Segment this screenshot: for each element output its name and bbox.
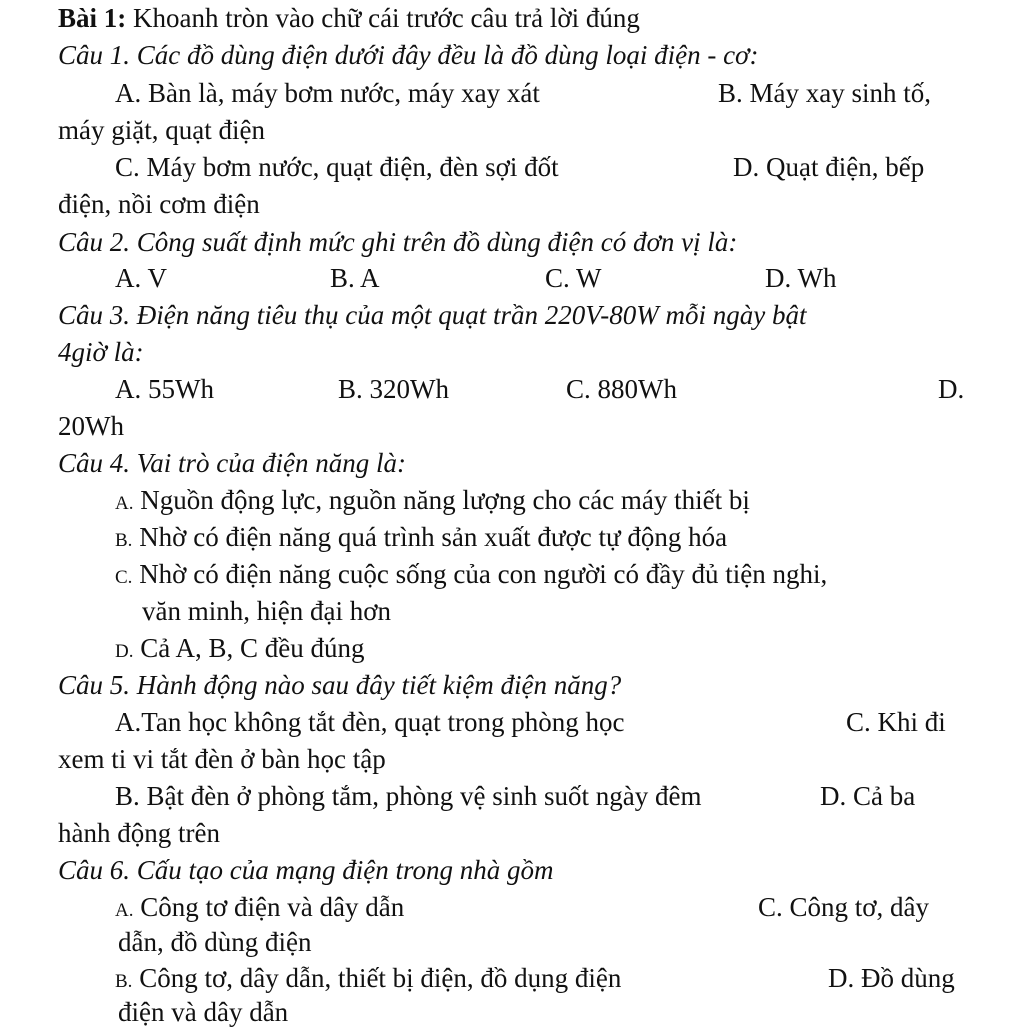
exercise-heading [58,1,640,35]
q6-option-b-letter: B. [115,971,133,992]
question-3-prompt: Câu 3. Điện năng tiêu thụ của một quạt trần 220V-80W mỗi ngày bật [58,300,807,330]
question-4-prompt: Câu 4. Vai trò của điện năng là: [58,448,406,478]
q4-option-d-letter: D. [115,641,134,662]
q5-option-a[interactable]: A.Tan học không tắt đèn, quạt trong phòng học [115,707,625,737]
q6-option-b-text: Công tơ, dây dẫn, thiết bị điện, đồ dụng điện [139,963,622,993]
q6-option-c-continued: dẫn, đồ dùng điện [118,927,312,957]
q2-option-c[interactable]: C. W [545,263,602,293]
q6-option-d-continued: điện và dây dẫn [118,997,289,1027]
q5-option-c-continued: xem ti vi tắt đèn ở bàn học tập [58,744,386,774]
question-2-prompt: Câu 2. Công suất định mức ghi trên đồ dùng điện có đơn vị là: [58,227,738,257]
q2-option-b[interactable]: B. A [330,263,380,293]
question-6-prompt: Câu 6. Cấu tạo của mạng điện trong nhà gồm [58,855,554,885]
q3-option-d[interactable]: D. [938,374,965,404]
q4-option-d-text: Cả A, B, C đều đúng [140,633,365,663]
question-5-prompt: Câu 5. Hành động nào sau đây tiết kiệm điện năng? [58,670,622,700]
q2-option-a[interactable]: A. V [115,263,168,293]
q6-option-a-letter: A. [115,900,134,921]
q4-option-c-continued: văn minh, hiện đại hơn [142,596,391,626]
q3-option-b[interactable]: B. 320Wh [338,374,449,404]
q4-option-c-text: Nhờ có điện năng cuộc sống của con người có đầy đủ tiện nghi, [139,559,828,589]
q4-option-b-letter: B. [115,530,133,551]
q6-option-d[interactable]: D. Đồ dùng [828,963,955,993]
q6-option-b[interactable] [115,961,621,999]
q6-option-a-text: Công tơ điện và dây dẫn [140,892,405,922]
q5-option-b[interactable]: B. Bật đèn ở phòng tắm, phòng vệ sinh suốt ngày đêm [115,781,702,811]
q3-option-c[interactable]: C. 880Wh [566,374,677,404]
q1-option-a[interactable]: A. Bàn là, máy bơm nước, máy xay xát [115,78,540,108]
q2-option-d[interactable]: D. Wh [765,263,837,293]
q5-option-d-continued: hành động trên [58,818,220,848]
q3-option-a[interactable]: A. 55Wh [115,374,214,404]
q4-option-a[interactable] [115,483,750,521]
q4-option-b-text: Nhờ có điện năng quá trình sản xuất được tự động hóa [139,522,728,552]
q4-option-d[interactable] [115,631,365,669]
q4-option-c-letter: C. [115,567,133,588]
q1-option-d[interactable]: D. Quạt điện, bếp [733,152,925,182]
q4-option-a-text: Nguồn động lực, nguồn năng lượng cho các máy thiết bị [140,485,750,515]
q5-option-d[interactable]: D. Cả ba [820,781,916,811]
q4-option-a-letter: A. [115,493,134,514]
q1-option-d-continued: điện, nồi cơm điện [58,189,260,219]
q4-option-c[interactable] [115,557,827,595]
exercise-label: Bài 1: [58,3,127,33]
q6-option-a[interactable] [115,890,404,928]
q1-option-c[interactable]: C. Máy bơm nước, quạt điện, đèn sợi đốt [115,152,559,182]
q1-option-b-continued: máy giặt, quạt điện [58,115,265,145]
q5-option-c[interactable]: C. Khi đi [846,707,946,737]
q3-option-d-continued: 20Wh [58,411,124,441]
q4-option-b[interactable] [115,520,727,558]
q6-option-c[interactable]: C. Công tơ, dây [758,892,930,922]
q1-option-b[interactable]: B. Máy xay sinh tố, [718,78,931,108]
exercise-instruction: Khoanh tròn vào chữ cái trước câu trả lời đúng [133,3,640,33]
question-1-prompt: Câu 1. Các đồ dùng điện dưới đây đều là đồ dùng loại điện - cơ: [58,40,759,70]
question-3-prompt-continued: 4giờ là: [58,337,144,367]
